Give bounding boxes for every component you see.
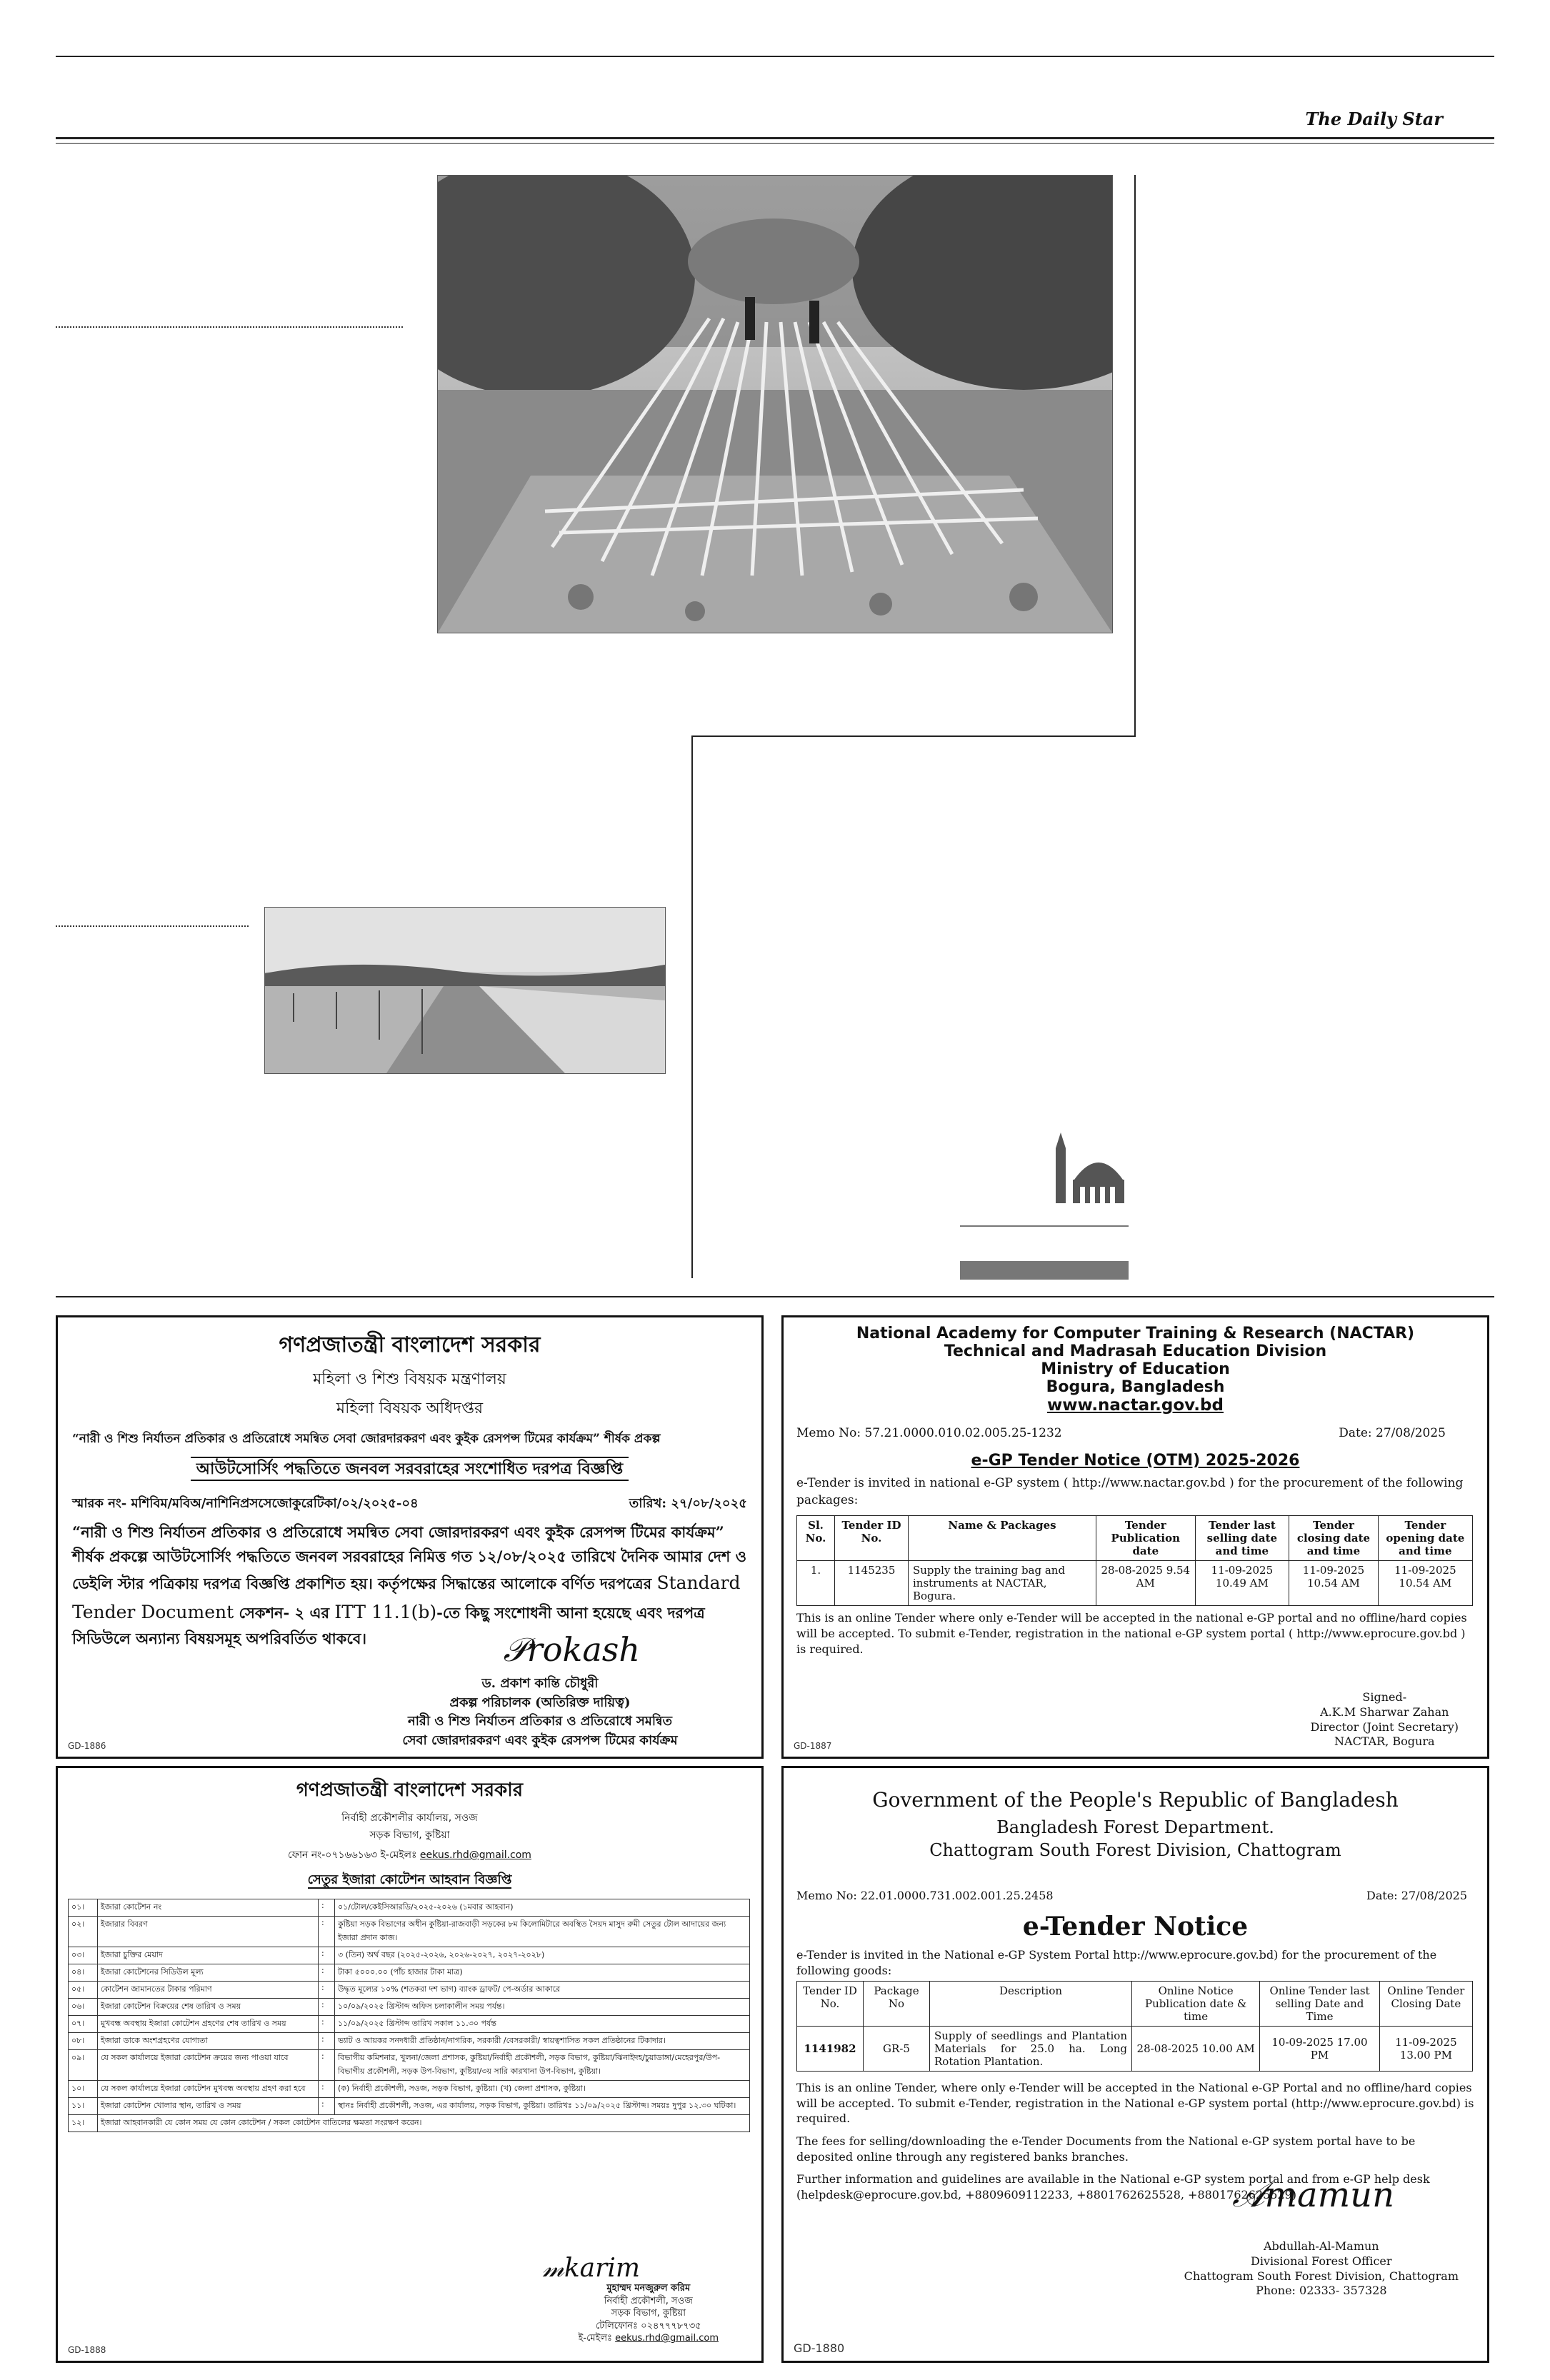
ad4-th-pub: Online Notice Publication date & time [1132,1982,1260,2027]
ad3-row-label: মুখবন্ধ অবস্থায় ইজারা কোটেশন গ্রহণের শেষ তারিখ ও সময় [98,2016,319,2033]
ad4-memo: Memo No: 22.01.0000.731.002.001.25.2458 [796,1889,1054,1902]
ad3-row-label: যে সকল কার্যালয়ে ইজারা কোটেশন ক্রয়ের জন্য পাওয়া যাবে [98,2050,319,2081]
dotted-divider-top [56,326,403,328]
ad1-sign-proj1: নারী ও শিশু নির্যাতন প্রতিকার ও প্রতিরোধে সমন্বিত [407,1714,673,1729]
ad3-row-num: ০৩। [69,1947,98,1964]
ad1-project: “নারী ও শিশু নির্যাতন প্রতিকার ও প্রতিরোধে সমন্বিত সেবা জোরদারকরণ এবং কুইক রেসপন্স টিমের কার্যক্রম” শীর্ষক প্রকল্প [72,1432,661,1446]
masthead-rule-thin [56,143,1494,144]
ad3-row-value: (ক) নির্বাহী প্রকৌশলী, সওজ, সড়ক বিভাগ, কুষ্টিয়া। (খ) জেলা প্রশাসক, কুষ্টিয়া। [335,2081,750,2098]
ad3-sign-block [579,2282,719,2345]
ad2-td-sl: 1. [797,1560,835,1605]
ad4-th-desc: Description [930,1982,1132,2027]
ad2-td-name: Supply the training bag and instruments at NACTAR, Bogura. [909,1560,1096,1605]
table-row [797,1560,1473,1605]
ad3-line2: নির্বাহী প্রকৌশলীর কার্যালয়, সওজ [341,1812,478,1824]
ad4-th-sell: Online Tender last selling Date and Time [1260,1982,1379,2027]
ad4-table-header [797,1982,1473,2027]
ad3-row-num: ০২। [69,1917,98,1947]
ad4-title: e-Tender Notice [1022,1912,1249,1942]
table-row [69,1999,750,2016]
table-row [69,2016,750,2033]
ad3-row-label: ইজারা কোটেশন নং [98,1899,319,1917]
ad4-intro: e-Tender is invited in the National e-GP System Portal http://www.eprocure.gov.bd) for the procurement of the following goods: [796,1948,1437,1977]
ad3-row-value: উদ্ধৃত মূল্যের ১০% (শতকরা দশ ভাগ) ব্যাংক ড্রাফট/ পে-অর্ডার আকারে [335,1982,750,1999]
ad3-line3: সড়ক বিভাগ, কুষ্টিয়া [369,1829,450,1841]
ad2-title: e-GP Tender Notice (OTM) 2025-2026 [971,1452,1300,1470]
ad4-td-pkg: GR-5 [864,2027,930,2072]
ad4-para1: This is an online Tender, where only e-Tender will be accepted in the National e-GP Portal and no offline/hard copies will be accepted. To submit e-Tender, registration in the National e-GP system portal (http://www.eprocure.gov.bd) is required. [796,2081,1474,2126]
ad2-sign-title: Director (Joint Secretary) [1310,1719,1459,1734]
ad3-row-num: ০১। [69,1899,98,1917]
ad4-td-close: 11-09-2025 13.00 PM [1379,2027,1472,2072]
ad2-line2: Technical and Madrasah Education Division [944,1342,1327,1360]
ad1-body-c: সেকশন- ২ এর [234,1603,335,1622]
table-row [69,2098,750,2115]
ad3-row-value: বিভাগীয় কমিশনার, খুলনা/জেলা প্রশাসক, কুষ্টিয়া/নির্বাহী প্রকৌশলী, সড়ক বিভাগ, কুষ্টিয়া/ঝিনাইদহ/চুয়াডাঙ্গা/মেহেরপুর/উপ-বিভাগীয় প্রকৌশলী, সড়ক উপ-বিভাগ, কুষ্টিয়া/৩য় সারি কারখানা উপ-বিভাগ, কুষ্টিয়া। [335,2050,750,2081]
ad1-memo: স্মারক নং- মশিবিম/মবিঅ/নাশিনিপ্রসসেজোকুরেটিকা/০২/২০২৫-০৪ [72,1496,419,1511]
ad2-td-id: 1145235 [835,1560,909,1605]
column-divider-right [1134,175,1136,736]
ad4-sign-phone: Phone: 02333- 357328 [1256,2284,1387,2298]
ad2-intro: e-Tender is invited in national e-GP system ( http://www.nactar.gov.bd ) for the procurement of the following packages: [796,1476,1464,1507]
ad3-row-label: যে সকল কার্যালয়ে ইজারা কোটেশন মুখবন্ধ অবস্থায় গ্রহণ করা হবে [98,2081,319,2098]
ad3-row-colon: : [319,2081,335,2098]
ad4-sign-org: Chattogram South Forest Division, Chattogram [1184,2269,1459,2283]
ad3-row-colon: : [319,2050,335,2081]
ad3-row-label: ইজারা কোটেশন খোলার স্থান, তারিখ ও সময় [98,2098,319,2115]
table-row [69,2050,750,2081]
ad3-row-num: ১০। [69,2081,98,2098]
ad3-row-value: স্থানঃ নির্বাহী প্রকৌশলী, সওজ, এর কার্যালয়, সড়ক বিভাগ, কুষ্টিয়া। তারিখঃ ১১/০৯/২০২৫ খ্রিস্টাব্দ। সময়ঃ দুপুর ১২.৩০ ঘটিকা। [335,2098,750,2115]
ad3-row-value: ১০/০৯/২০২৫ খ্রিস্টাব্দ অফিস চলাকালীন সময় পর্যন্ত। [335,1999,750,2016]
ad3-row-num: ০৪। [69,1964,98,1982]
ad3-email[interactable]: eekus.rhd@gmail.com [419,1849,531,1861]
ad3-row-value: কুষ্টিয়া সড়ক বিভাগের অধীন কুষ্টিয়া-রাজবাড়ী সড়কের ৮ম কিলোমিটারে অবস্থিত সৈয়দ মাসুদ রুমী সেতুর টোল আদায়ের জন্য ইজারা প্রদান কাজ। [335,1917,750,1947]
table-row [69,1947,750,1964]
ad4-td-desc: Supply of seedlings and Plantation Materials for 25.0 ha. Long Rotation Plantation. [930,2027,1132,2072]
mosque-icon [1051,1128,1130,1213]
ad4-sign-name: Abdullah-Al-Mamun [1263,2239,1379,2253]
ad4-line2: Bangladesh Forest Department. [996,1817,1274,1837]
ad1-body-b: Standard Tender Document [72,1572,741,1622]
ad3-row-value: ৩ (তিন) অর্থ বছর (২০২৫-২০২৬, ২০২৬-২০২৭, ২০২৭-২০২৮) [335,1947,750,1964]
ad3-row-num: ০৬। [69,1999,98,2016]
ad1-sign-block [340,1674,740,1751]
ad1-line1: গণপ্রজাতন্ত্রী বাংলাদেশ সরকার [279,1332,541,1357]
ad3-row-value: ০১/টোল/কেইসিআরডি/২০২৫-২০২৬ (১মবার আহবান) [335,1899,750,1917]
ad3-row-num: ০৭। [69,2016,98,2033]
table-row [69,2081,750,2098]
ad2-th-close: Tender closing date and time [1289,1515,1379,1560]
masthead-logo: The Daily Star [1305,109,1443,129]
ad2-line1: National Academy for Computer Training & Research (NACTAR) [856,1325,1415,1342]
ad2-td-pub: 28-08-2025 9.54 AM [1096,1560,1196,1605]
ad2-sign-org: NACTAR, Bogura [1334,1734,1435,1749]
ad1-body-a: “নারী ও শিশু নির্যাতন প্রতিকার ও প্রতিরোধে সমন্বিত সেবা জোরদারকরণ এবং কুইক রেসপন্স টিমের কার্যক্রম” শীর্ষক প্রকল্পে আউটসোর্সিং পদ্ধতিতে জনবল সরবরাহের নিমিত্ত গত ১২/০৮/২০২৫ তারিখে দৈনিক আমার দেশ ও ডেইলি স্টার পত্রিকায় দরপত্র বিজ্ঞপ্তি প্রকাশিত হয়। কর্তৃপক্ষের সিদ্ধান্তের আলোকে বর্ণিত দরপত্রের [72,1523,747,1593]
ad2-tender-table [796,1515,1473,1606]
ad3-row-num: ১২। [69,2115,98,2132]
ad3-gd-code: GD-1888 [68,2345,106,2355]
news-photo-bamboo [437,175,1113,633]
ad1-body-d: ITT 11.1(b) [334,1601,437,1622]
ad3-row-value: টাকা ৫০০০.০০ (পাঁচ হাজার টাকা মাত্র) [335,1964,750,1982]
ad2-line3: Ministry of Education [1041,1360,1230,1378]
ad-nactar [781,1315,1489,1759]
ad2-gd-code: GD-1887 [794,1741,832,1751]
table-row [69,1899,750,1917]
ad3-row-label: ইজারা কোটেশন বিক্রয়ের শেষ তারিখ ও সময় [98,1999,319,2016]
ad2-td-open: 11-09-2025 10.54 AM [1378,1560,1472,1605]
ad4-th-id: Tender ID No. [797,1982,864,2027]
ad2-th-name: Name & Packages [909,1515,1096,1560]
ad3-sign-name: মুহাম্মদ মনজুরুল করিম [606,2283,691,2294]
ad4-sign-title: Divisional Forest Officer [1251,2254,1392,2268]
ad3-row-colon: : [319,2016,335,2033]
ad2-date: Date: 27/08/2025 [1339,1426,1446,1440]
ad1-heading: আউটসোর্সিং পদ্ধতিতে জনবল সরবরাহের সংশোধিত দরপত্র বিজ্ঞপ্তি [191,1457,629,1481]
ad4-line1: Government of the People's Republic of Bangladesh [872,1788,1399,1812]
ad3-row-label: কোটেশন জামানতের টাকার পরিমাণ [98,1982,319,1999]
ad4-gd-code: GD-1880 [794,2341,845,2355]
ad3-lease-table [68,1899,750,2132]
ad1-body [72,1520,747,1651]
ad3-row-colon: : [319,1917,335,1947]
ad4-th-pkg: Package No [864,1982,930,2027]
column-divider-step [691,735,1136,737]
ad-women-affairs [56,1315,764,1759]
ad1-date: তারিখ: ২৭/০৮/২০২৫ [629,1496,747,1511]
ad1-sign-proj2: সেবা জোরদারকরণ এবং কুইক রেসপন্স টিমের কার্যক্রম [402,1732,678,1748]
ad3-sign-email[interactable]: eekus.rhd@gmail.com [615,2333,719,2344]
ad3-row-value: ভ্যাট ও আয়কর সনদধারী প্রতিষ্ঠান/নাগরিক, সরকারী /বেসরকারী/ স্বায়ত্বশাসিত সকল প্রতিষ্ঠানের টিকাদার। [335,2033,750,2050]
column-divider-mid [691,735,693,1278]
ad3-row-num: ০৫। [69,1982,98,1999]
ad3-row-colon: : [319,1947,335,1964]
ad2-th-open: Tender opening date and time [1378,1515,1472,1560]
ad2-table-header [797,1515,1473,1560]
ad3-heading: সেতুর ইজারা কোটেশন আহবান বিজ্ঞপ্তি [307,1872,512,1887]
ad3-row-num: ০৮। [69,2033,98,2050]
top-rule [56,56,1494,57]
ad3-row-colon: : [319,1964,335,1982]
ad3-row-label: ইজারা চুক্তির মেয়াদ [98,1947,319,1964]
ads-top-rule [56,1296,1494,1297]
ad3-sign-phone: টেলিফোনঃ ০২৪৭৭৭৮৭৩৫ [596,2320,701,2331]
ad3-email-label: ই-মেইলঃ [377,1849,420,1861]
ad3-row-label: ইজারা আহবানকারী যে কোন সময় যে কোন কোটেশন / সকল কোটেশন বাতিলের ক্ষমতা সংরক্ষণ করেন। [98,2115,750,2132]
grey-bar [960,1261,1129,1280]
ad3-row-label: ইজারার বিবরণ [98,1917,319,1947]
ad3-sign-div: সড়ক বিভাগ, কুষ্টিয়া [611,2308,686,2319]
dotted-divider-bottom [56,925,249,927]
ad4-td-pub: 28-08-2025 10.00 AM [1132,2027,1260,2072]
ad4-sign-block [1184,2239,1459,2299]
ad2-td-close: 11-09-2025 10.54 AM [1289,1560,1379,1605]
ad2-signed: Signed- [1362,1690,1407,1704]
ad3-row-num: ০৯। [69,2050,98,2081]
table-row [69,1917,750,1947]
table-row [69,2115,750,2132]
masthead-rule [56,137,1494,139]
ad4-tender-table [796,1981,1473,2072]
ad4-line3: Chattogram South Forest Division, Chattogram [929,1840,1341,1860]
ad3-row-colon: : [319,2098,335,2115]
mosque-rule [960,1225,1129,1227]
ad4-signature: 𝒜mamun [1232,2175,1394,2215]
ad1-sign-title: প্রকল্প পরিচালক (অতিরিক্ত দায়িত্ব) [449,1694,631,1710]
ad4-para3: Further information and guidelines are available in the National e-GP system portal and from e-GP help desk (helpdesk@eprocure.gov.bd, +8809609112233, +8801762625528, +8801762625529) [796,2172,1430,2201]
ad2-th-sl: Sl. No. [797,1515,835,1560]
table-row [69,1964,750,1982]
ad1-sign-name: ড. প্রকাশ কান্তি চৌধুরী [481,1676,599,1691]
ad2-th-id: Tender ID No. [835,1515,909,1560]
ad3-phone: ফোন নং-০৭১৬৬১৬৩ [288,1849,378,1861]
ad4-date: Date: 27/08/2025 [1366,1889,1467,1902]
news-photo-road [264,907,666,1074]
ad-forest-dept [781,1766,1489,2363]
ad3-row-value: ১১/০৯/২০২৫ খ্রিস্টাব্দ তারিখ সকাল ১১.৩০ পর্যন্ত [335,2016,750,2033]
table-row [69,1982,750,1999]
ad4-para2: The fees for selling/downloading the e-Tender Documents from the National e-GP system portal have to be deposited online through any registered banks branches. [796,2134,1416,2164]
ad4-td-sell: 10-09-2025 17.00 PM [1260,2027,1379,2072]
table-row [69,2033,750,2050]
ad1-line2: মহিলা ও শিশু বিষয়ক মন্ত্রণালয় [313,1370,506,1388]
ad3-row-colon: : [319,1982,335,1999]
ad2-memo: Memo No: 57.21.0000.010.02.005.25-1232 [796,1426,1062,1440]
ad3-row-colon: : [319,1899,335,1917]
ad3-row-label: ইজারা কোটেশনের সিডিউল মূল্য [98,1964,319,1982]
ad1-line3: মহিলা বিষয়ক অধিদপ্তর [336,1400,484,1417]
ad3-sign-email-label: ই-মেইলঃ [578,2333,616,2344]
ad3-line1: গণপ্রজাতন্ত্রী বাংলাদেশ সরকার [296,1779,524,1801]
ad4-td-id: 1141982 [797,2027,864,2072]
ad3-sign-email-line [579,2332,719,2345]
ad4-th-close: Online Tender Closing Date [1379,1982,1472,2027]
ad3-contact [58,1847,761,1864]
ad-roads-kushtia [56,1766,764,2363]
table-row [797,2027,1473,2072]
ad3-sign-title: নির্বাহী প্রকৌশলী, সওজ [604,2295,693,2306]
ad1-signature: 𝒫rokash [503,1630,640,1669]
ad3-row-colon: : [319,1999,335,2016]
ad3-row-colon: : [319,2033,335,2050]
ad1-body-e: -তে কিছু সংশোধনী আনা হয়েছে এবং দরপত্র সিডিউলে অন্যান্য বিষয়সমূহ অপরিবর্তিত থাকবে। [72,1603,705,1648]
ad2-website[interactable]: www.nactar.gov.bd [1047,1396,1224,1415]
ad2-sign-name: A.K.M Sharwar Zahan [1320,1704,1449,1719]
ad3-row-label: ইজারা ডাকে অংশগ্রহণের যোগ্যতা [98,2033,319,2050]
ad1-gd-code: GD-1886 [68,1741,106,1751]
ad2-sign-block [1311,1690,1459,1749]
ad2-th-sell: Tender last selling date and time [1195,1515,1289,1560]
ad2-th-pub: Tender Publication date [1096,1515,1196,1560]
ad2-td-sell: 11-09-2025 10.49 AM [1195,1560,1289,1605]
ad2-note: This is an online Tender where only e-Tender will be accepted in the national e-GP portal and no offline/hard copies will be accepted. To submit e-Tender, registration in the national e-GP system portal ( http://www.eprocure.gov.bd ) is required. [796,1610,1467,1657]
ad3-signature: 𝓂karim [542,2254,640,2283]
ad2-line4: Bogura, Bangladesh [1046,1378,1225,1396]
ad3-row-num: ১১। [69,2098,98,2115]
